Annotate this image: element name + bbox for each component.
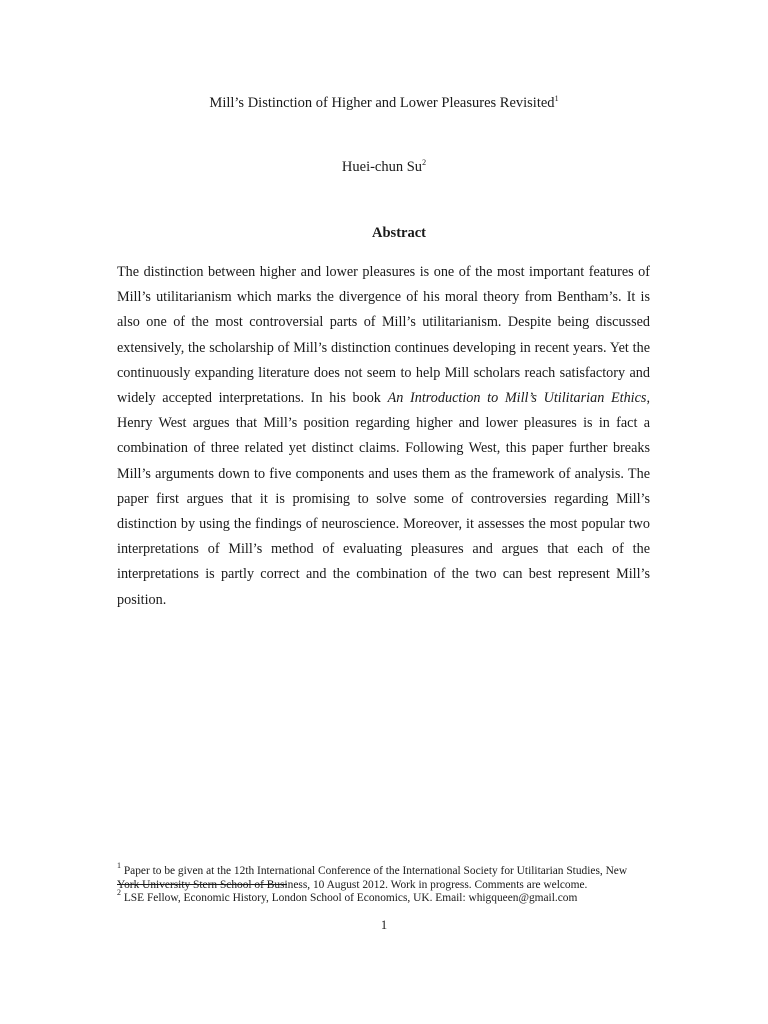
footnotes-section — [117, 861, 650, 906]
footnote-1-text: Paper to be given at the 12th International Conference of the International Society for Utilitarian Studies, New York University Stern School of Business, 10 August 2012. Work in progress. Comments are welcome. — [117, 865, 628, 891]
book-title: An Introduction to Mill’s Utilitarian Ethics — [387, 390, 647, 407]
abstract-text-part-2: , Henry West argues that Mill’s position regarding higher and lower pleasures is in fact a combination of three related yet distinct claims. Following West, this paper further breaks Mill’s arguments down to five components and uses them as the framework of analysis. The paper first argues that it is promising to solve some of controversies regarding Mill’s distinction by using the findings of neuroscience. Moreover, it assesses the most popular two interpretations of Mill’s method of evaluating pleasures and argues that each of the interpretations is partly correct and the combination of the two can best represent Mill’s position. — [117, 390, 650, 608]
footnote-1-marker: 1 — [117, 861, 121, 870]
author-name — [0, 159, 768, 176]
paper-title-text: Mill’s Distinction of Higher and Lower Pleasures Revisited — [209, 95, 555, 111]
paper-title — [0, 95, 768, 112]
abstract-paragraph — [117, 260, 650, 613]
abstract-text-part-1: The distinction between higher and lower pleasures is one of the most important features of Mill’s utilitarianism which marks the divergence of his moral theory from Bentham’s. It is also one of the most controversial parts of Mill’s utilitarianism. Despite being discussed extensively, the scholarship of Mill’s distinction continues developing in recent years. Yet the continuously expanding literature does not seem to help Mill scholars reach satisfactory and widely accepted interpretations. In his book — [117, 264, 650, 407]
footnote-1 — [117, 861, 650, 892]
title-footnote-marker: 1 — [554, 94, 559, 103]
author-name-text: Huei-chun Su — [341, 159, 423, 175]
footnote-2-text: LSE Fellow, Economic History, London School of Economics, UK. Email: whigqueen@gmail.com — [121, 892, 578, 904]
footnote-2 — [117, 888, 650, 906]
page-number: 1 — [380, 918, 388, 932]
footnote-2-marker: 2 — [117, 888, 121, 897]
abstract-heading: Abstract — [372, 225, 426, 241]
author-footnote-marker: 2 — [422, 158, 427, 167]
